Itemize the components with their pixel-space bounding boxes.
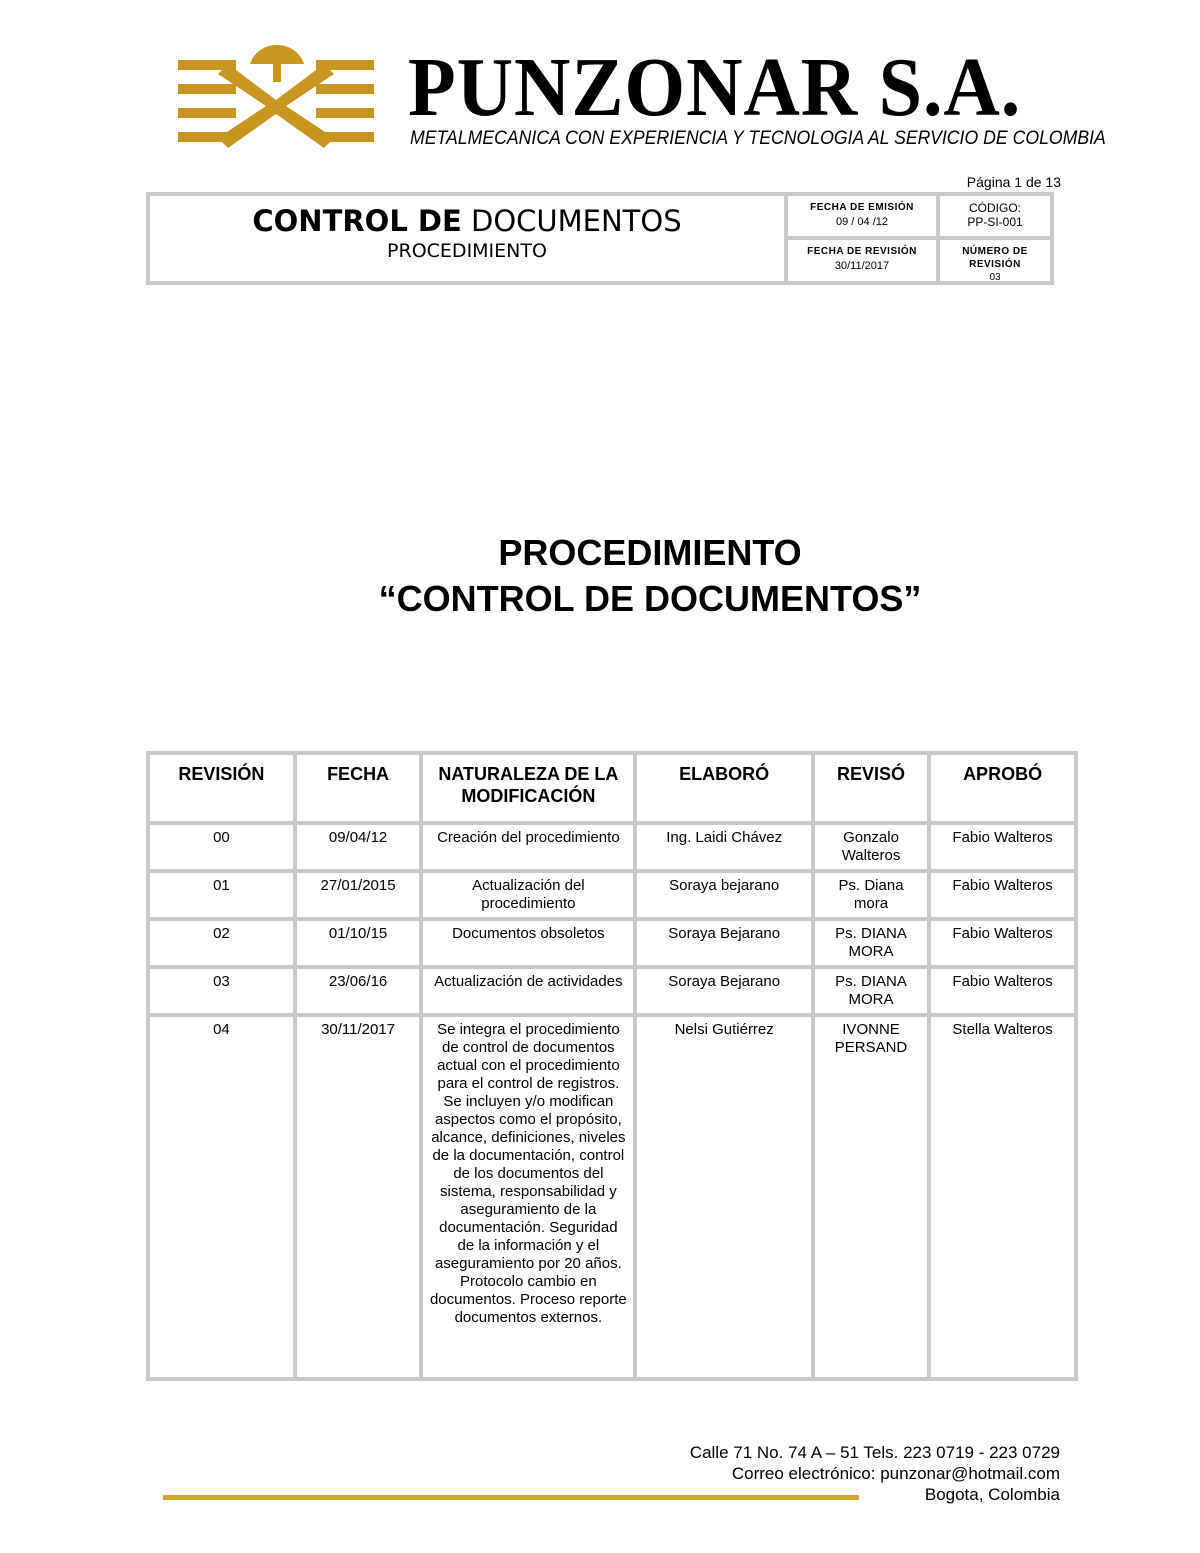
cell-reviewed: Ps. DIANA MORA (815, 969, 927, 1013)
cell-approved: Fabio Walteros (931, 921, 1074, 965)
cell-date: 01/10/15 (297, 921, 419, 965)
revision-number-label: NÚMERO DE REVISIÓN (962, 246, 1028, 270)
footer-email: Correo electrónico: punzonar@hotmail.com (731, 1464, 1060, 1483)
table-row (150, 969, 1074, 1013)
col-header-revision: REVISIÓN (150, 755, 293, 821)
revision-history-table (146, 751, 1078, 1381)
cell-reviewed: Ps. DIANA MORA (815, 921, 927, 965)
cell-nature: Se integra el procedimiento de control de documentos actual con el procedimiento para el control de registros. Se incluyen y/o modifican aspectos como el propósito, alcance, definiciones, niveles de la documentación, control de los documentos del sistema, responsabilidad y aseguramiento de la documentación. Seguridad de la información y el aseguramiento por 20 años. Protocolo cambio en documentos. Proceso reporte documentos externos. (423, 1017, 633, 1377)
cell-reviewed: Ps. Diana mora (815, 873, 927, 917)
document-main-title (0, 530, 1200, 622)
footer-divider (163, 1495, 859, 1500)
cell-nature: Actualización del procedimiento (423, 873, 633, 917)
cell-revision: 03 (150, 969, 293, 1013)
cell-nature: Creación del procedimiento (423, 825, 633, 869)
cell-approved: Fabio Walteros (931, 969, 1074, 1013)
footer-city: Bogota, Colombia (924, 1485, 1060, 1504)
footer-address: Calle 71 No. 74 A – 51 Tels. 223 0719 - 223 0729 (689, 1443, 1060, 1462)
revision-number-cell (936, 236, 1050, 281)
cell-revision: 02 (150, 921, 293, 965)
col-header-date: FECHA (297, 755, 419, 821)
cell-date: 27/01/2015 (297, 873, 419, 917)
company-name: PUNZONAR S.A. (408, 41, 1022, 134)
cell-prepared: Nelsi Gutiérrez (637, 1017, 810, 1377)
cell-reviewed: Gonzalo Walteros (815, 825, 927, 869)
table-header-row (150, 755, 1074, 821)
revision-date-value: 30/11/2017 (834, 260, 890, 272)
header-title-rest: DOCUMENTOS (461, 204, 682, 238)
col-header-approved: APROBÓ (931, 755, 1074, 821)
revision-date-cell (784, 236, 936, 281)
code-label: CÓDIGO: (968, 201, 1021, 215)
col-header-reviewed: REVISÓ (815, 755, 927, 821)
cell-revision: 04 (150, 1017, 293, 1377)
cell-date: 09/04/12 (297, 825, 419, 869)
document-header-box (146, 192, 1054, 285)
cell-nature: Documentos obsoletos (423, 921, 633, 965)
cell-nature: Actualización de actividades (423, 969, 633, 1013)
table-row (150, 873, 1074, 917)
cell-prepared: Soraya bejarano (637, 873, 810, 917)
header-title (150, 204, 784, 238)
header-subtitle: PROCEDIMIENTO (387, 240, 547, 262)
cell-prepared: Soraya Bejarano (637, 969, 810, 1013)
cell-approved: Fabio Walteros (931, 873, 1074, 917)
cell-date: 30/11/2017 (297, 1017, 419, 1377)
emission-date-cell (784, 196, 936, 236)
cell-date: 23/06/16 (297, 969, 419, 1013)
col-header-prepared: ELABORÓ (637, 755, 810, 821)
emission-date-value: 09 / 04 /12 (836, 216, 888, 228)
table-row (150, 921, 1074, 965)
header-title-bold: CONTROL DE (252, 204, 462, 238)
revision-number-value: 03 (989, 272, 1001, 283)
cell-approved: Stella Walteros (931, 1017, 1074, 1377)
header-title-area (150, 196, 784, 281)
cell-revision: 01 (150, 873, 293, 917)
cell-reviewed: IVONNE PERSAND (815, 1017, 927, 1377)
company-tagline: METALMECANICA CON EXPERIENCIA Y TECNOLOGIA AL SERVICIO DE COLOMBIA (410, 128, 1106, 149)
cell-prepared: Soraya Bejarano (637, 921, 810, 965)
emission-date-label: FECHA DE EMISIÓN (810, 202, 914, 213)
code-value: PP-SI-001 (967, 215, 1023, 229)
company-logo (178, 34, 374, 152)
col-header-nature: NATURALEZA DE LA MODIFICACIÓN (423, 755, 633, 821)
table-row (150, 825, 1074, 869)
cell-approved: Fabio Walteros (931, 825, 1074, 869)
table-row (150, 1017, 1074, 1377)
revision-date-label: FECHA DE REVISIÓN (807, 246, 917, 257)
code-cell (936, 196, 1050, 236)
main-title-line1: PROCEDIMIENTO (498, 532, 802, 573)
page-number: Página 1 de 13 (966, 174, 1061, 190)
main-title-line2: “CONTROL DE DOCUMENTOS” (378, 578, 922, 619)
cell-prepared: Ing. Laidi Chávez (637, 825, 810, 869)
cell-revision: 00 (150, 825, 293, 869)
